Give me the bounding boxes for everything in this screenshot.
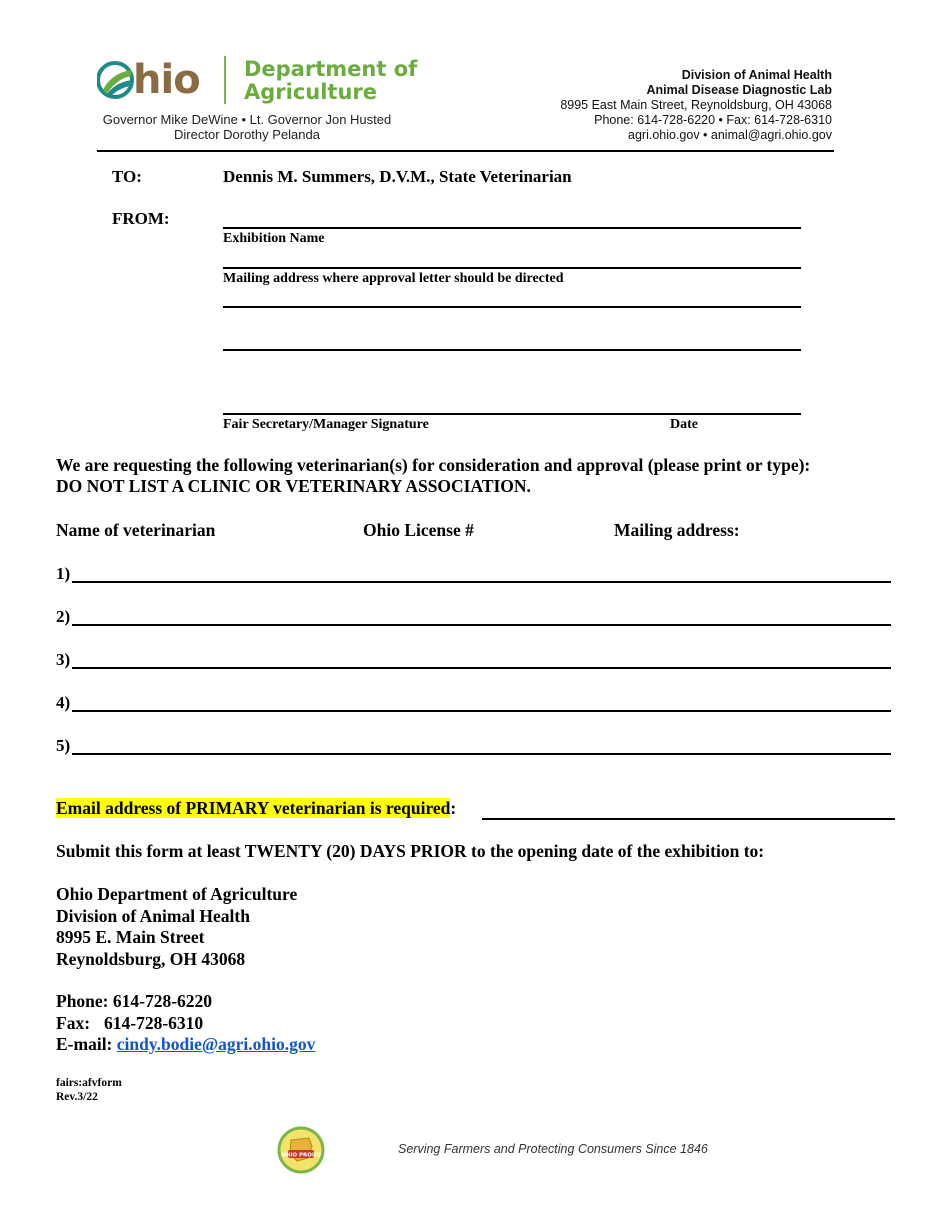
column-mailing-address: Mailing address: <box>614 520 740 540</box>
exhibition-name-caption: Exhibition Name <box>223 231 325 246</box>
ohio-logo-o-icon <box>97 60 137 104</box>
column-license: Ohio License # <box>363 520 474 540</box>
logo-divider <box>224 56 226 104</box>
vet-row-number: 3) <box>56 650 71 669</box>
form-revision: Rev.3/22 <box>56 1091 98 1103</box>
division-name: Division of Animal Health <box>681 68 832 82</box>
request-statement: We are requesting the following veterinarian(s) for consideration and approval (please print or type): DO NOT LIST A CLINIC OR VETERINARY ASSOCIATION. <box>56 455 811 496</box>
email-link[interactable]: cindy.bodie@agri.ohio.gov <box>116 1034 316 1054</box>
header-rule <box>97 150 834 152</box>
vet-row-number: 4) <box>56 693 71 712</box>
division-address: 8995 East Main Street, Reynoldsburg, OH 43068 <box>560 98 832 112</box>
signature-date-field[interactable] <box>223 413 801 415</box>
to-recipient: Dennis M. Summers, D.V.M., State Veterinarian <box>223 167 572 186</box>
vet-row-number: 1) <box>56 564 71 583</box>
column-veterinarian-name: Name of veterinarian <box>56 520 216 540</box>
footer-tagline: Serving Farmers and Protecting Consumers Since 1846 <box>398 1142 708 1156</box>
contact-phone: Phone: 614-728-6220 <box>56 991 213 1011</box>
ohio-logo-wordmark: hio <box>133 57 200 103</box>
submit-instructions: Submit this form at least TWENTY (20) DAYS PRIOR to the opening date of the exhibition to: <box>56 841 765 861</box>
vet-row-4-field[interactable] <box>72 710 891 712</box>
division-contact-block <box>560 68 832 143</box>
form-code: fairs:afvform <box>56 1077 122 1089</box>
mailing-address-field-3[interactable] <box>223 349 801 351</box>
to-label: TO: <box>112 167 142 186</box>
vet-row-2-field[interactable] <box>72 624 891 626</box>
primary-email-highlight: Email address of PRIMARY veterinarian is required <box>56 798 451 818</box>
mailing-address-block: Ohio Department of Agriculture Division of Animal Health 8995 E. Main Street Reynoldsburg, OH 43068 <box>56 884 298 969</box>
vet-row-1-field[interactable] <box>72 581 891 583</box>
date-caption: Date <box>670 417 698 432</box>
ohio-logo <box>97 56 217 106</box>
vet-row-5-field[interactable] <box>72 753 891 755</box>
primary-email-label: Email address of PRIMARY veterinarian is required: <box>56 798 457 818</box>
contact-fax: Fax: 614-728-6310 <box>56 1012 204 1033</box>
division-phone-fax: Phone: 614-728-6220 • Fax: 614-728-6310 <box>594 113 832 127</box>
from-label: FROM: <box>112 209 170 228</box>
contact-email: E-mail: cindy.bodie@agri.ohio.gov <box>56 1034 316 1054</box>
ohio-proud-icon <box>277 1126 325 1174</box>
ohio-proud-seal <box>277 1126 325 1174</box>
mailing-address-caption: Mailing address where approval letter should be directed <box>223 271 564 286</box>
vet-row-number: 2) <box>56 607 71 626</box>
primary-email-field[interactable] <box>482 818 895 820</box>
form-id <box>56 1076 122 1104</box>
mailing-address-field-2[interactable] <box>223 306 801 308</box>
vet-row-number: 5) <box>56 736 71 755</box>
mailing-address-field-1[interactable] <box>223 267 801 269</box>
division-web-email: agri.ohio.gov • animal@agri.ohio.gov <box>628 128 832 142</box>
department-name: Department of Agriculture <box>244 57 418 104</box>
lab-name: Animal Disease Diagnostic Lab <box>646 83 832 97</box>
exhibition-name-field[interactable] <box>223 227 801 229</box>
svg-text:OHIO PROUD: OHIO PROUD <box>281 1152 321 1159</box>
vet-row-3-field[interactable] <box>72 667 891 669</box>
director-line: Director Dorothy Pelanda <box>174 127 320 142</box>
contact-block <box>56 991 315 1056</box>
officials <box>97 112 397 142</box>
signature-caption: Fair Secretary/Manager Signature <box>223 417 429 432</box>
governor-line: Governor Mike DeWine • Lt. Governor Jon Husted <box>102 112 392 127</box>
